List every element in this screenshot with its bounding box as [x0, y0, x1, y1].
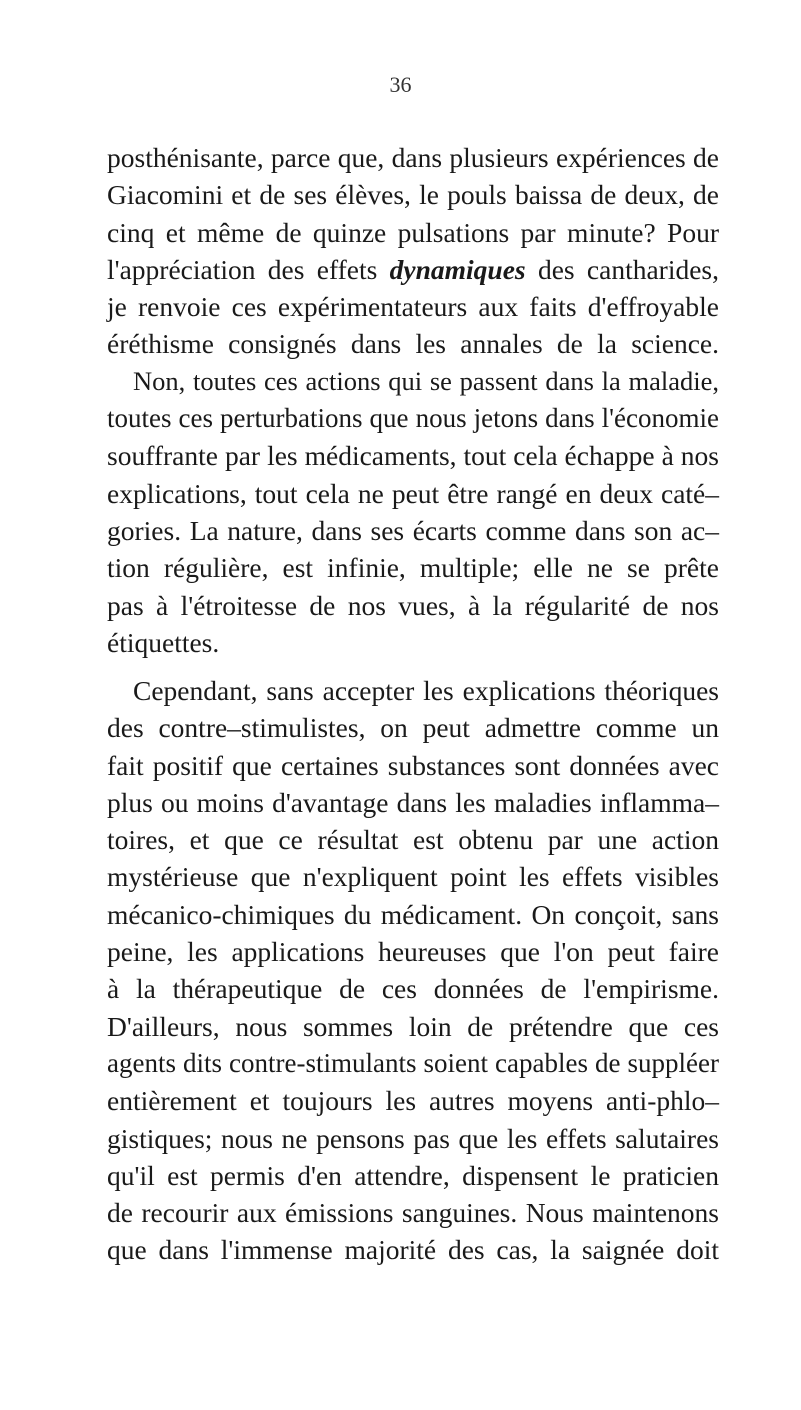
emphasis-dynamiques: dynamiques: [389, 253, 526, 285]
text-line: agents dits contre-stimulants soient capables de suppléer: [107, 1047, 719, 1078]
text-line: que dans l'immense majorité des cas, la saignée doit: [107, 1234, 719, 1266]
text-line: cinq et même de quinze pulsations par minute? Pour: [107, 216, 719, 248]
text-line: gistiques; nous ne pensons pas que les effets salutaires: [107, 1122, 719, 1154]
text-line: des contre–stimulistes, on peut admettre comme un: [107, 712, 719, 744]
text-line: pas à l'étroitesse de nos vues, à la régularité de nos: [107, 589, 719, 621]
text-line: Cependant, sans accepter les explications théoriques: [133, 675, 719, 706]
text-line: plus ou moins d'avantage dans les maladies inflamma–: [107, 786, 719, 818]
text-segment: des cantharides,: [537, 253, 720, 285]
text-line: gories. La nature, dans ses écarts comme dans son ac–: [107, 514, 719, 546]
text-line: posthénisante, parce que, dans plusieurs expériences de: [107, 142, 719, 173]
text-line: peine, les applications heureuses que l'on peut faire: [107, 936, 719, 968]
text-line: je renvoie ces expérimentateurs aux faits d'effroyable: [107, 291, 719, 323]
text-line: qu'il est permis d'en attendre, dispensent le praticien: [107, 1159, 719, 1191]
text-segment: l'appréciation des effets: [107, 253, 378, 285]
text-line: toutes ces perturbations que nous jetons dans l'économie: [107, 403, 719, 434]
page-number: 36: [389, 72, 412, 97]
paragraph-2: [107, 672, 719, 1269]
text-line: tion régulière, est infinie, multiple; elle ne se prête: [107, 552, 719, 584]
text-line: éréthisme consignés dans les annales de la science.: [107, 328, 719, 360]
text-line: Non, toutes ces actions qui se passent dans la maladie,: [133, 365, 719, 396]
text-line: étiquettes.: [107, 626, 220, 658]
text-line: Giacomini et de ses élèves, le pouls baissa de deux, de: [107, 179, 719, 211]
text-line: D'ailleurs, nous sommes loin de prétendre que ces: [107, 1010, 719, 1042]
text-line: souffrante par les médicaments, tout cela échappe à nos: [107, 440, 719, 472]
text-line: explications, tout cela ne peut être rangé en deux caté–: [107, 477, 719, 509]
text-line: entièrement et toujours les autres moyens anti-phlo–: [107, 1085, 719, 1117]
text-line: de recourir aux émissions sanguines. Nous maintenons: [107, 1197, 719, 1229]
text-line: mystérieuse que n'expliquent point les effets visibles: [107, 861, 719, 893]
text-line: toires, et que ce résultat est obtenu par une action: [107, 824, 719, 856]
text-line: mécanico-chimiques du médicament. On conçoit, sans: [107, 898, 719, 930]
text-line: à la thérapeutique de ces données de l'empirisme.: [107, 973, 719, 1005]
paragraph-1: [107, 139, 719, 661]
text-line: fait positif que certaines substances sont données avec: [107, 749, 719, 781]
text-line: [107, 251, 719, 288]
